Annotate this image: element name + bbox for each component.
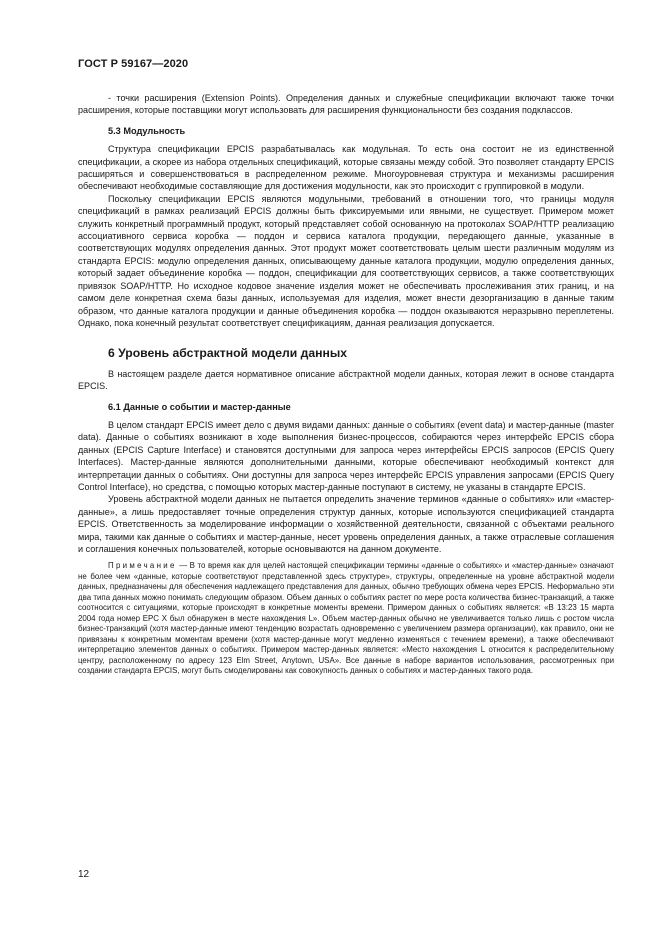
- note-block: [78, 561, 614, 677]
- section-6-1-paragraph-1: В целом стандарт EPCIS имеет дело с двумя видами данных: данные о событиях (event data) и мастер-данные (master data). Данные о событиях возникают в ходе выполнения бизнес-процессов, собираются через интерфейс EPCIS сбора данных (EPCIS Capture Interface) и становятся доступными для запроса через интерфейсы EPCIS запросов (EPCIS Query Interfaces). Мастер-данные являются дополнительными данными, которые обеспечивают необходимый контекст для интерпретации данных о событиях. Они доступны для запроса через интерфейс EPCIS управления запросами (EPCIS Query Control Interface), но средства, с помощью которых мастер-данные поступают в систему, не указаны в стандарте EPCIS.: [78, 419, 614, 492]
- section-6-paragraph-1: В настоящем разделе дается нормативное описание абстрактной модели данных, которая лежит в основе стандарта EPCIS.: [78, 368, 614, 392]
- section-6-1-paragraph-2: Уровень абстрактной модели данных не пытается определить значение терминов «данные о событиях» или «мастер-данные», а лишь предоставляет точные определения структур данных, которые используются спецификацией стандарта EPCIS. Ответственность за моделирование информации о хозяйственной деятельности, связанной с объектами реального мира, такими как данные о событиях и мастер-данные, несет уровень определения данных, а также отраслевые соглашения и соглашения конечных пользователей, которые основываются на данном документе.: [78, 494, 614, 554]
- section-5-3-paragraph-2: Поскольку спецификации EPCIS являются модульными, требований в отношении того, что границы модуля спецификаций в рамках реализаций EPCIS должны быть фиксируемыми или явными, не существует. Примером может служить конкретный программный продукт, который представляет собой основанную на протоколах SOAP/HTTP реализацию ассоциативного сервиса коробка — поддон и сервиса каталога продукции, передающего данные, указанные в соответствующих модулях определения данных. Этот продукт может соответствовать целым шести различным модулям из стандарта EPCIS: модулю определения данных, описывающему данные каталога продукции, модулю определения данных, который задает объединение коробка — поддон, спецификации для соответствующих сервисов, а также соответствующих привязок SOAP/HTTP. Но исходное кодовое значение изделия может не обеспечивать прослеживания этих границ, и на самом деле конкретная схема базы данных, используемая для изделия, может внести дезорганизацию в данные таким образом, что данные каталога продукции и данные объединения коробка — поддон оказываются неразрывно переплетены. Однако, пока конечный результат соответствует спецификациям, данная реализация допускается.: [78, 193, 614, 328]
- page-body: [78, 92, 614, 677]
- document-header: ГОСТ Р 59167—2020: [78, 58, 189, 70]
- section-5-3-paragraph-1: Структура спецификации EPCIS разрабатывалась как модульная. То есть она состоит не из единственной спецификации, а скорее из набора отдельных спецификаций, которые связаны между собой. Это позволяет стандарту EPCIS расширяться и совершенствоваться в распределенном режиме. Многоуровневая структура и механизмы расширения обеспечивают необходимые составляющие для достижения модульности, как это происходит с группировкой в модули.: [78, 144, 614, 192]
- note-paragraph: [78, 561, 614, 677]
- section-6-heading: 6 Уровень абстрактной модели данных: [108, 346, 348, 361]
- intro-paragraph: - точки расширения (Extension Points). Определения данных и служебные спецификации включают также точки расширения, которые поставщики могут использовать для расширения функциональности без создания подклассов.: [78, 93, 614, 116]
- note-label: Примечание: [108, 561, 177, 571]
- note-text: — В то время как для целей настоящей спецификации термины «данные о событиях» и «мастер-данные» означают не более чем «данные, которые соответствуют представленной здесь структуре», структуры, определенные на уровне абстрактной модели данных, предназначены для обеспечения надлежащего представления для данных, обычно требующих обмена через EPCIS. Неформально эти два типа данных можно понимать следующим образом. Объем данных о событиях растет по мере роста количества бизнес-транзакций, а также соотносится с ситуациями, которые происходят в конкретные моменты времени. Примером данных о событиях является: «В 13:23 15 марта 2004 года номер EPC X был обнаружен в месте нахождения L». Объем мастер-данных обычно не увеличивается только лишь с ростом числа бизнес-транзакций (хотя мастер-данные имеют тенденцию возрастать одновременно с увеличением размера организации), как правило, они не привязаны к конкретным моментам времени (хотя мастер-данные могут медленно изменяться с течением времени), а также обеспечивают интерпретацию элементов данных о событиях. Примером мастер-данных является: «Место нахождения L относится к распределительному центру, расположенному по адресу 123 Elm Street, Anytown, USA». Все данные в наборе вариантов использования, рассмотренных при создании стандарта EPCIS, могут быть смоделированы как совокупность данных о событиях и мастер-данных такого рода.: [78, 561, 614, 676]
- page-number: 12: [78, 869, 90, 880]
- section-5-3-heading: 5.3 Модульность: [108, 125, 186, 136]
- section-6-1-heading: 6.1 Данные о событии и мастер-данные: [108, 401, 291, 412]
